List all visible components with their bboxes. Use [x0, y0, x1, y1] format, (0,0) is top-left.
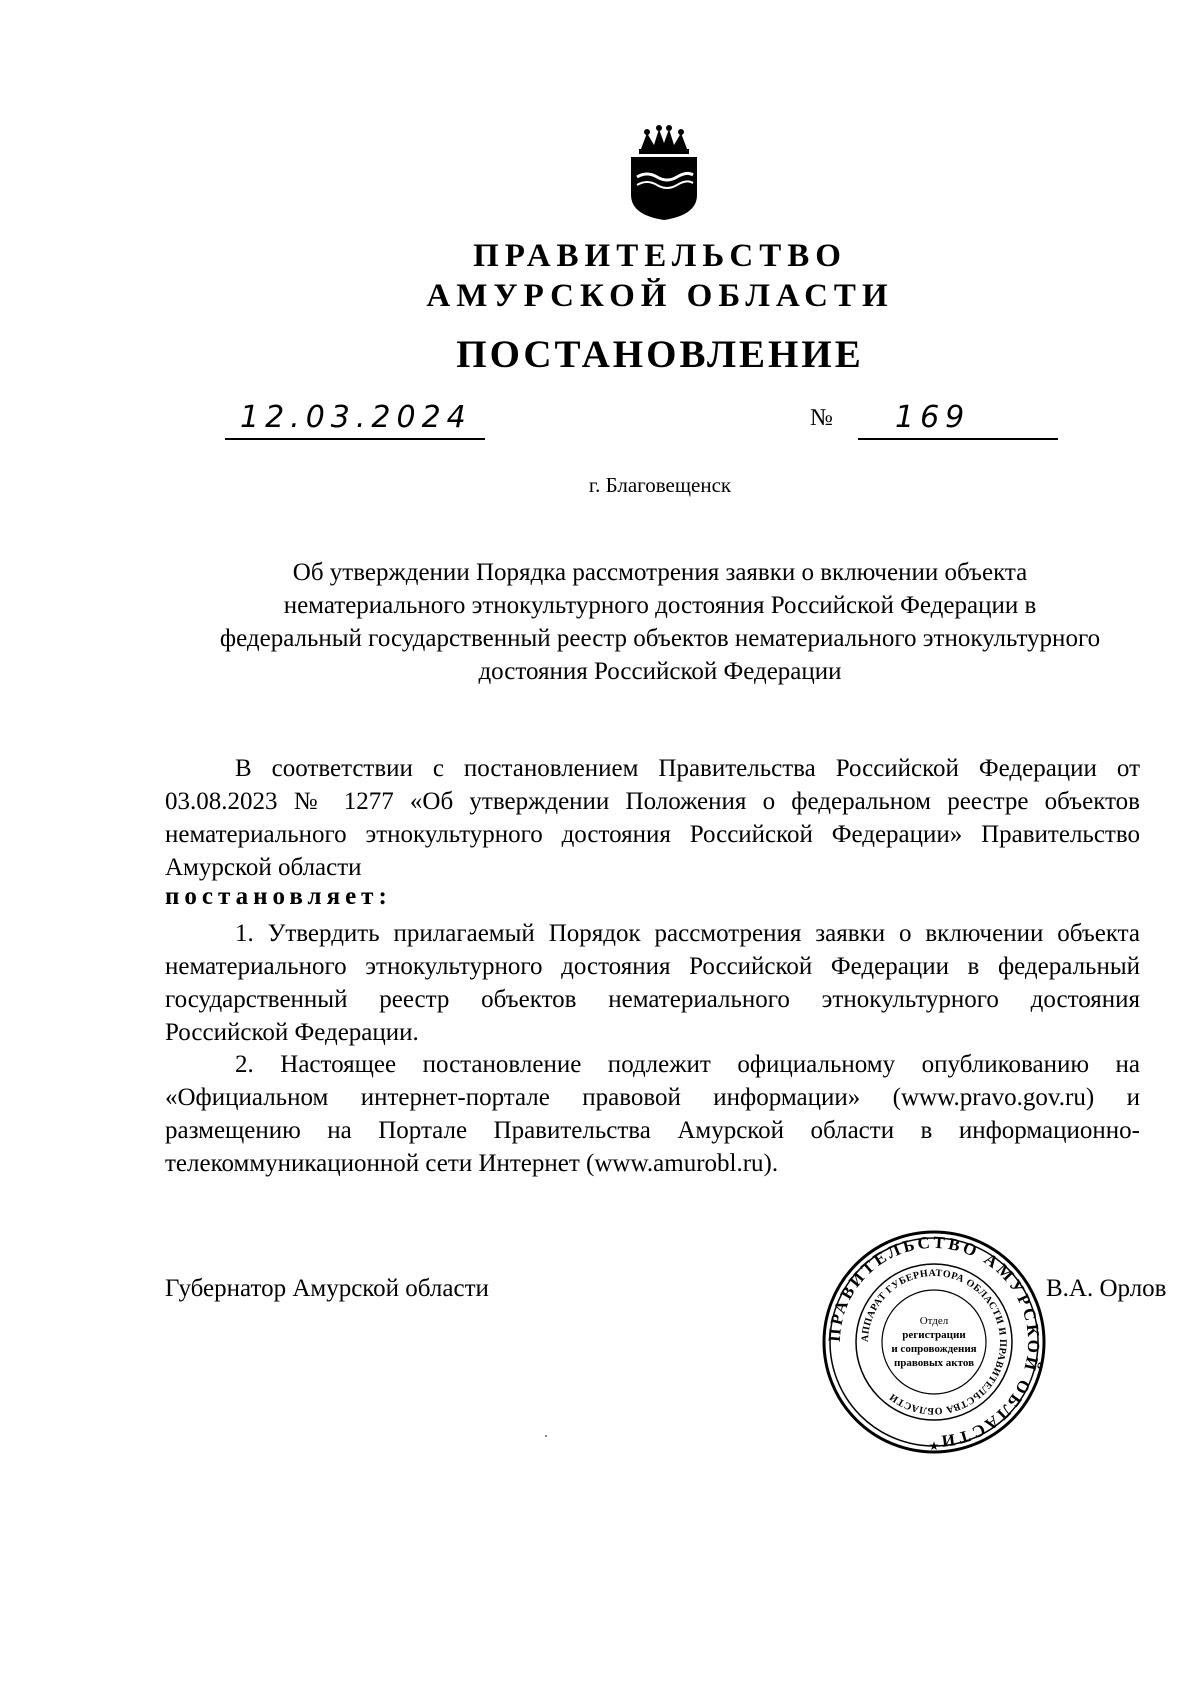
organization-name-line1: ПРАВИТЕЛЬСТВО: [473, 238, 847, 274]
document-date: 12.03.2024: [240, 400, 472, 435]
signatory-name: В.А. Орлов: [1046, 1275, 1167, 1302]
document-title: Об утверждении Порядка рассмотрения заявки о включении объекта нематериального этнокультурного достояния Российской Федерации в федеральный государственный реестр объектов нематериального этнокультурного достояния Российской Федерации: [219, 559, 1101, 685]
stamp-center-line-1: Отдел: [919, 1315, 949, 1327]
resolves-word: постановляет:: [165, 883, 392, 910]
stamp-star-icon: ★: [928, 1439, 940, 1453]
document-number: 169: [895, 400, 971, 435]
stamp-center-line-4: правовых актов: [893, 1357, 975, 1369]
stamp-inner-text: АППАРАТ ГУБЕРНАТОРА ОБЛАСТИ И ПРАВИТЕЛЬСТВА ОБЛАСТИ: [859, 1267, 1009, 1417]
number-label: №: [810, 405, 833, 431]
number-underline: [858, 438, 1058, 440]
stamp-center-line-3: и сопровождения: [891, 1343, 977, 1355]
signatory-position: Губернатор Амурской области: [165, 1275, 489, 1302]
organization-name-line2: АМУРСКОЙ ОБЛАСТИ: [426, 278, 894, 314]
city: г. Благовещенск: [588, 473, 732, 497]
resolution-item-1: 1. Утвердить прилагаемый Порядок рассмотрения заявки о включении объекта нематериального этнокультурного достояния Российской Федерации в федеральный государственный реестр объектов нематериального этнокультурного достояния Российской Федерации.: [165, 920, 1140, 1046]
coat-of-arms-icon: [627, 125, 701, 221]
date-underline: [225, 438, 485, 440]
preamble-paragraph: В соответствии с постановлением Правительства Российской Федерации от 03.08.2023 № 1277 «Об утверждении Положения о федеральном реестре объектов нематериального этнокультурного достояния Российской Федерации» Правительство Амурской области: [165, 755, 1140, 881]
stamp-outer-text: ПРАВИТЕЛЬСТВО АМУРСКОЙ ОБЛАСТИ: [824, 1232, 1044, 1452]
scan-speck: [545, 1435, 547, 1437]
document-type: ПОСТАНОВЛЕНИЕ: [456, 333, 864, 376]
svg-text:ПРАВИТЕЛЬСТВО АМУРСКОЙ ОБЛАСТИ: [825, 1233, 1044, 1451]
stamp-center-line-2: регистрации: [902, 1329, 966, 1341]
official-stamp: [820, 1228, 1048, 1456]
resolution-item-2: 2. Настоящее постановление подлежит официальному опубликованию на «Официальном интернет-портале правовой информации» (www.pravo.gov.ru) и размещению на Портале Правительства Амурской области в информационно-телекоммуникационной сети Интернет (www.amurobl.ru).: [165, 1051, 1140, 1177]
